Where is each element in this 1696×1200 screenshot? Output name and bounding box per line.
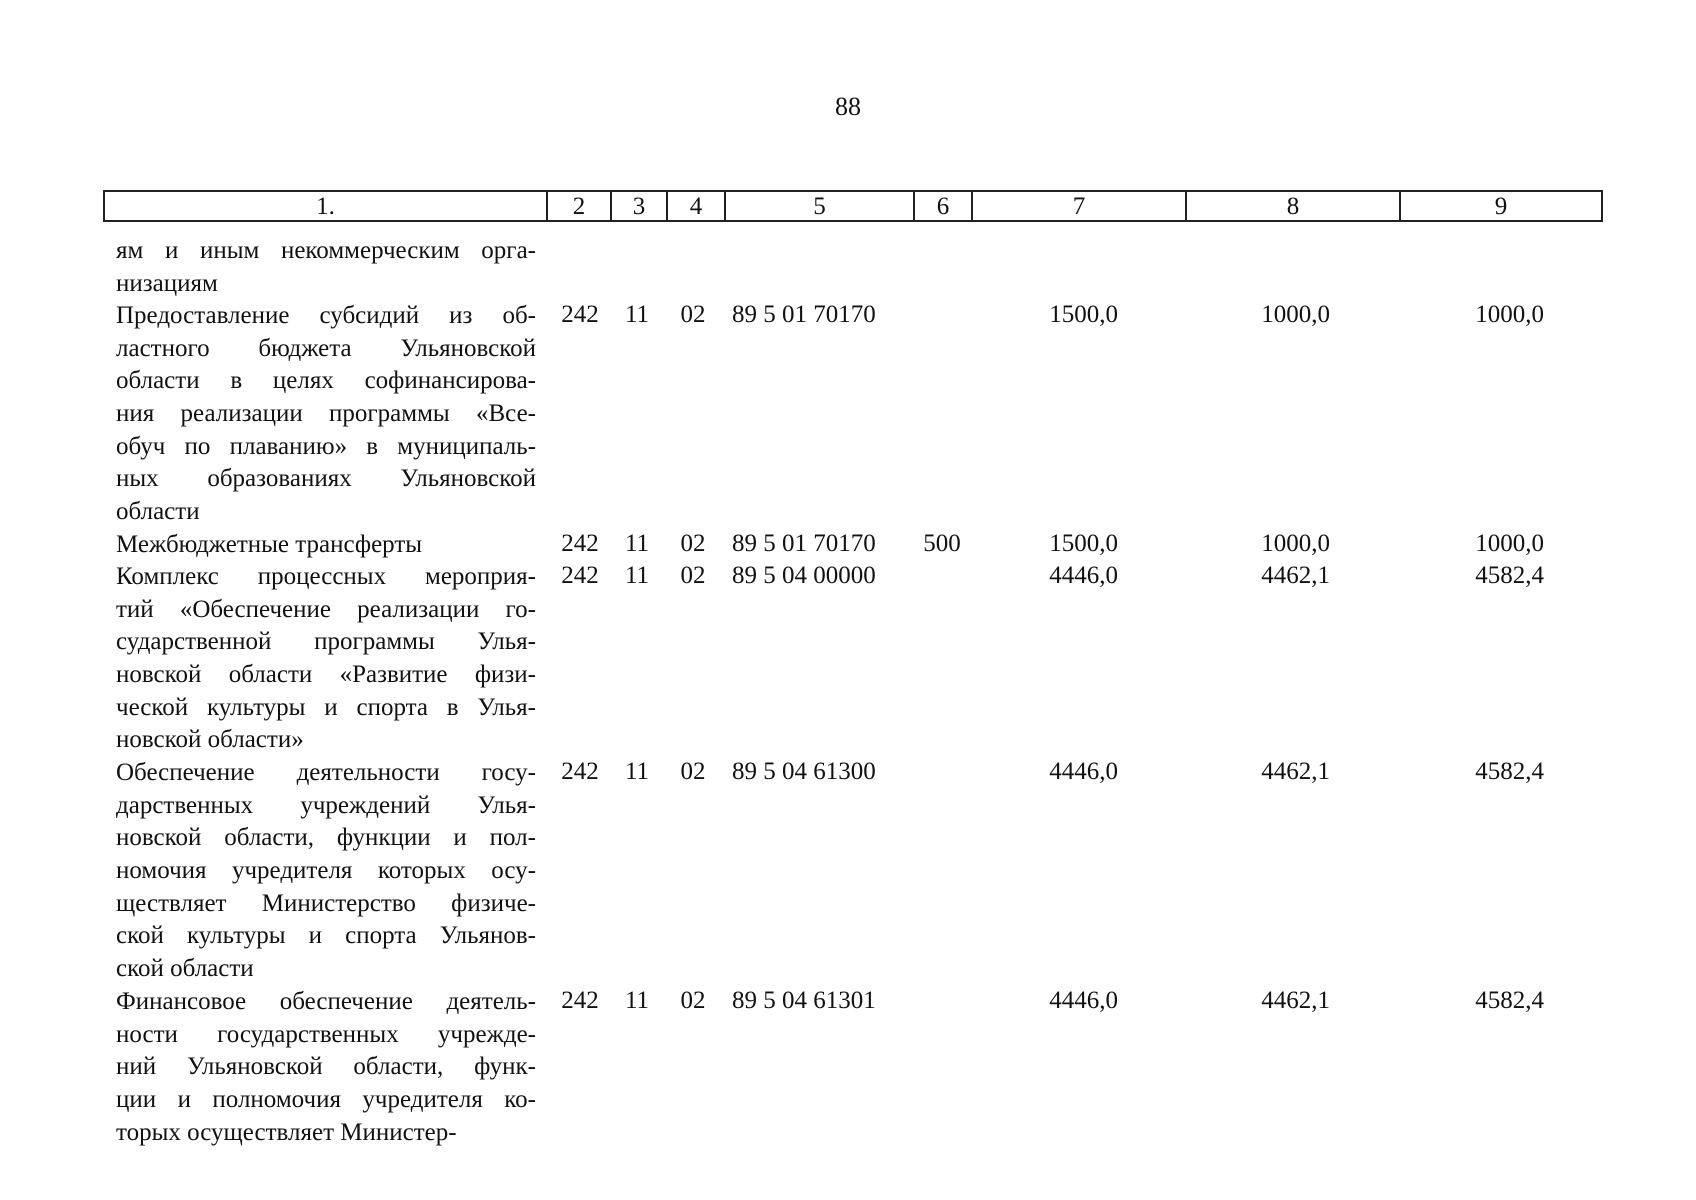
cell-col-3: 11 (624, 301, 650, 328)
description-line: Финансовое обеспечение деятель- (116, 988, 536, 1015)
cell-col-3: 11 (624, 562, 650, 589)
cell-col-6: 500 (923, 530, 961, 557)
cell-col-7: 4446,0 (1049, 987, 1118, 1014)
row-description (116, 757, 536, 986)
cell-col-3: 11 (624, 987, 650, 1014)
description-line: ции и полномочия учредителя ко- (116, 1086, 536, 1114)
description-line: ния реализации программы «Все- (116, 400, 536, 428)
cell-col-2: 242 (561, 562, 599, 589)
description-line: новской области, функции и пол- (116, 824, 536, 852)
cell-col-5: 89 5 01 70170 (732, 530, 876, 557)
description-line: тий «Обеспечение реализации го- (116, 595, 536, 623)
cell-col-5: 89 5 04 00000 (732, 562, 876, 589)
description-line: сударственной программы Улья- (116, 628, 536, 656)
cell-col-7: 4446,0 (1049, 562, 1118, 589)
header-col-4: 4 (668, 192, 726, 220)
cell-col-2: 242 (561, 530, 599, 557)
cell-col-9: 4582,4 (1475, 562, 1544, 589)
row-description (116, 300, 536, 529)
cell-col-8: 4462,1 (1261, 562, 1330, 589)
description-line: ям и иным некоммерческим орга- (116, 237, 536, 264)
description-line: ности государственных учрежде- (116, 1020, 536, 1048)
description-line: ской области (116, 955, 254, 983)
description-line: области (116, 498, 200, 526)
description-line: ществляет Министерство физиче- (116, 889, 536, 917)
header-col-7: 7 (973, 192, 1187, 220)
description-line: ластного бюджета Ульяновской (116, 334, 536, 362)
cell-col-8: 4462,1 (1261, 987, 1330, 1014)
cell-col-7: 1500,0 (1049, 301, 1118, 328)
description-line: новской области «Развитие физи- (116, 661, 536, 689)
cell-col-2: 242 (561, 987, 599, 1014)
description-line: области в целях софинансирова- (116, 367, 536, 395)
description-line: Комплекс процессных мероприя- (116, 563, 536, 590)
cell-col-4: 02 (680, 530, 706, 557)
row-description (116, 529, 536, 562)
description-line: ской культуры и спорта Ульянов- (116, 922, 536, 950)
cell-col-2: 242 (561, 301, 599, 328)
row-description (116, 986, 536, 1149)
row-description (116, 235, 536, 300)
description-line: номочия учредителя которых осу- (116, 857, 536, 885)
header-col-3: 3 (612, 192, 668, 220)
cell-col-5: 89 5 04 61301 (732, 987, 876, 1014)
description-line: торых осуществляет Министер- (116, 1118, 457, 1146)
page-number: 88 (835, 92, 861, 121)
cell-col-4: 02 (680, 987, 706, 1014)
cell-col-4: 02 (680, 562, 706, 589)
cell-col-3: 11 (624, 530, 650, 557)
description-line: ний Ульяновской области, функ- (116, 1053, 536, 1081)
cell-col-8: 1000,0 (1261, 301, 1330, 328)
cell-col-9: 1000,0 (1475, 301, 1544, 328)
description-line: обуч по плаванию» в муниципаль- (116, 432, 536, 460)
description-line: Обеспечение деятельности госу- (116, 759, 536, 786)
cell-col-4: 02 (680, 758, 706, 785)
cell-col-9: 1000,0 (1475, 530, 1544, 557)
cell-col-4: 02 (680, 301, 706, 328)
cell-col-5: 89 5 04 61300 (732, 758, 876, 785)
header-col-8: 8 (1187, 192, 1401, 220)
description-line: ных образованиях Ульяновской (116, 465, 536, 493)
header-col-6: 6 (915, 192, 973, 220)
cell-col-9: 4582,4 (1475, 758, 1544, 785)
row-description (116, 561, 536, 757)
cell-col-5: 89 5 01 70170 (732, 301, 876, 328)
table-header-row (103, 190, 1603, 222)
description-line: Предоставление субсидий из об- (116, 302, 536, 329)
header-col-2: 2 (548, 192, 612, 220)
cell-col-3: 11 (624, 758, 650, 785)
cell-col-7: 4446,0 (1049, 758, 1118, 785)
description-line: низациям (116, 269, 218, 297)
header-col-9: 9 (1494, 193, 1508, 220)
cell-col-2: 242 (561, 758, 599, 785)
description-line: дарственных учреждений Улья- (116, 791, 536, 819)
cell-col-7: 1500,0 (1049, 530, 1118, 557)
header-col-1: 1. (105, 192, 548, 220)
description-line: новской области» (116, 726, 304, 754)
cell-col-8: 1000,0 (1261, 530, 1330, 557)
description-line: ческой культуры и спорта в Улья- (116, 693, 536, 721)
description-line: Межбюджетные трансферты (116, 531, 423, 558)
cell-col-9: 4582,4 (1475, 987, 1544, 1014)
header-col-5: 5 (726, 192, 915, 220)
cell-col-8: 4462,1 (1261, 758, 1330, 785)
